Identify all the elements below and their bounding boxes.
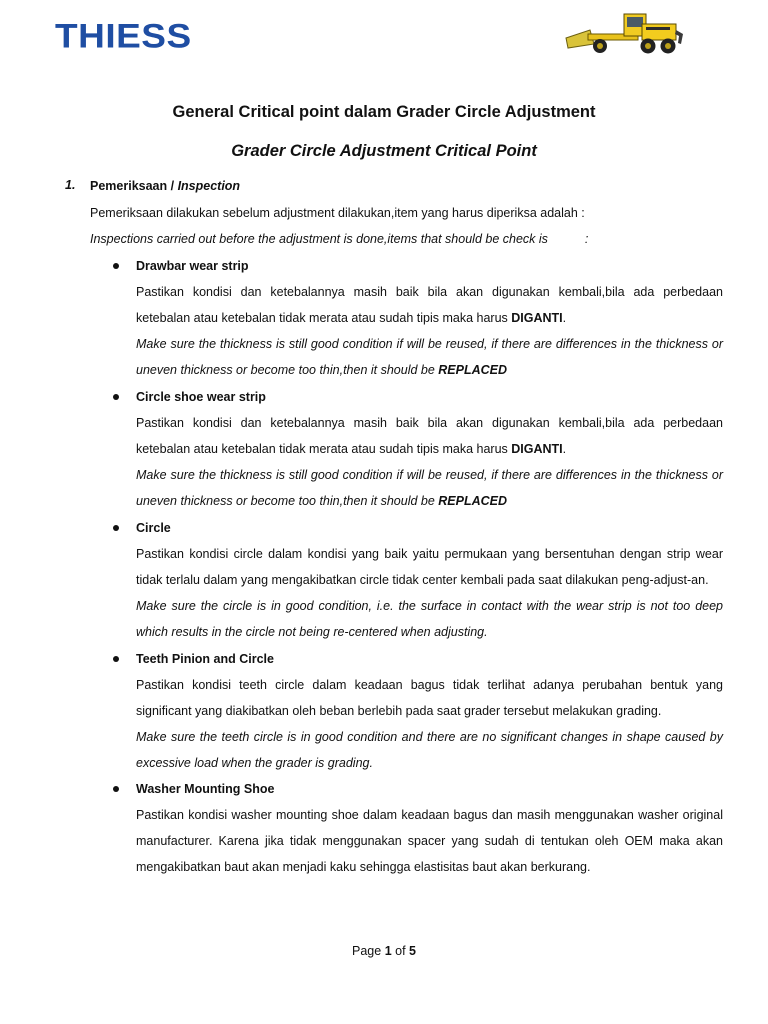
item-title: Washer Mounting Shoe bbox=[136, 782, 275, 796]
section-heading-italic: Inspection bbox=[177, 179, 241, 193]
item-text-id: Pastikan kondisi circle dalam kondisi yang baik yaitu permukaan yang bersentuhan dengan strip wear bbox=[136, 547, 723, 561]
section-heading bbox=[90, 178, 240, 194]
item-text-id: mengakibatkan baut akan menjadi kaku sehingga elastisitas baut akan berkurang. bbox=[136, 860, 591, 874]
motor-grader-icon bbox=[560, 8, 685, 56]
section-intro-en-colon: : bbox=[584, 232, 589, 246]
item-text-id-run: ketebalan atau ketebalan tidak merata atau sudah tipis maka harus bbox=[136, 442, 512, 456]
item-text-id: significant yang diakibatkan oleh beban berlebih pada saat grader tersebut melakukan grading. bbox=[136, 704, 662, 718]
item-text-id: Pastikan kondisi teeth circle dalam keadaan bagus tidak terlihat adanya perubahan bentuk yang bbox=[136, 678, 723, 692]
item-text-en bbox=[136, 493, 507, 509]
item-text-id-end: . bbox=[562, 311, 567, 325]
item-text-id-run: ketebalan atau ketebalan tidak merata atau sudah tipis maka harus bbox=[136, 311, 512, 325]
bullet-icon bbox=[113, 263, 119, 269]
page-total: 5 bbox=[409, 944, 416, 958]
item-text-id: Pastikan kondisi washer mounting shoe dalam keadaan bagus dan masih menggunakan washer original bbox=[136, 808, 723, 822]
section-heading-label: Pemeriksaan / bbox=[90, 179, 178, 193]
section-number: 1. bbox=[65, 178, 76, 192]
page-of: of bbox=[391, 944, 410, 958]
item-text-id: manufacturer. Karena jika tidak menggunakan spacer yang sudah di tentukan oleh OEM maka akan bbox=[136, 834, 723, 848]
item-text-id-end: . bbox=[562, 442, 567, 456]
item-text-en: excessive load when the grader is grading. bbox=[136, 756, 373, 770]
item-text-id-bold: DIGANTI bbox=[511, 311, 563, 325]
page-label: Page bbox=[352, 944, 385, 958]
item-text-en: Make sure the circle is in good condition, i.e. the surface in contact with the wear strip is not too deep bbox=[136, 599, 723, 613]
item-text-en: Make sure the teeth circle is in good condition and there are no significant changes in shape caused by bbox=[136, 730, 723, 744]
item-title: Circle shoe wear strip bbox=[136, 390, 266, 404]
bullet-icon bbox=[113, 656, 119, 662]
item-text-en-run: uneven thickness or become too thin,then it should be bbox=[136, 363, 439, 377]
item-text-id: Pastikan kondisi dan ketebalannya masih baik bila akan digunakan kembali,bila ada perbedaan bbox=[136, 416, 723, 430]
item-title: Circle bbox=[136, 521, 171, 535]
item-text-en-run: uneven thickness or become too thin,then it should be bbox=[136, 494, 439, 508]
item-text-id-bold: DIGANTI bbox=[511, 442, 563, 456]
item-text-en: Make sure the thickness is still good condition if will be reused, if there are differences in the thickness or bbox=[136, 468, 723, 482]
section-intro-id: Pemeriksaan dilakukan sebelum adjustment dilakukan,item yang harus diperiksa adalah : bbox=[90, 206, 585, 220]
item-text-en: which results in the circle not being re-centered when adjusting. bbox=[136, 625, 488, 639]
section-intro-en-text: Inspections carried out before the adjustment is done,items that should be check is bbox=[90, 232, 548, 246]
item-text-en-bold: REPLACED bbox=[438, 494, 508, 508]
item-text-en-bold: REPLACED bbox=[438, 363, 508, 377]
item-text-id: tidak terlalu dalam yang mengakibatkan circle tidak center kembali pada saat dilakukan peng-adjust-an. bbox=[136, 573, 709, 587]
page-current: 1 bbox=[384, 944, 392, 958]
thiess-logo: THIESS bbox=[55, 17, 192, 55]
item-text-en: Make sure the thickness is still good condition if will be reused, if there are differences in the thickness or bbox=[136, 337, 723, 351]
item-text-id bbox=[136, 441, 566, 457]
bullet-icon bbox=[113, 394, 119, 400]
section-intro-en bbox=[90, 231, 588, 247]
item-text-id bbox=[136, 310, 566, 326]
bullet-icon bbox=[113, 786, 119, 792]
item-title: Drawbar wear strip bbox=[136, 259, 249, 273]
item-text-en bbox=[136, 362, 507, 378]
item-text-id: Pastikan kondisi dan ketebalannya masih baik bila akan digunakan kembali,bila ada perbedaan bbox=[136, 285, 723, 299]
document-subtitle: Grader Circle Adjustment Critical Point bbox=[231, 142, 537, 160]
bullet-icon bbox=[113, 525, 119, 531]
page-number bbox=[0, 944, 768, 958]
document-title: General Critical point dalam Grader Circle Adjustment bbox=[172, 103, 596, 121]
item-title: Teeth Pinion and Circle bbox=[136, 652, 274, 666]
